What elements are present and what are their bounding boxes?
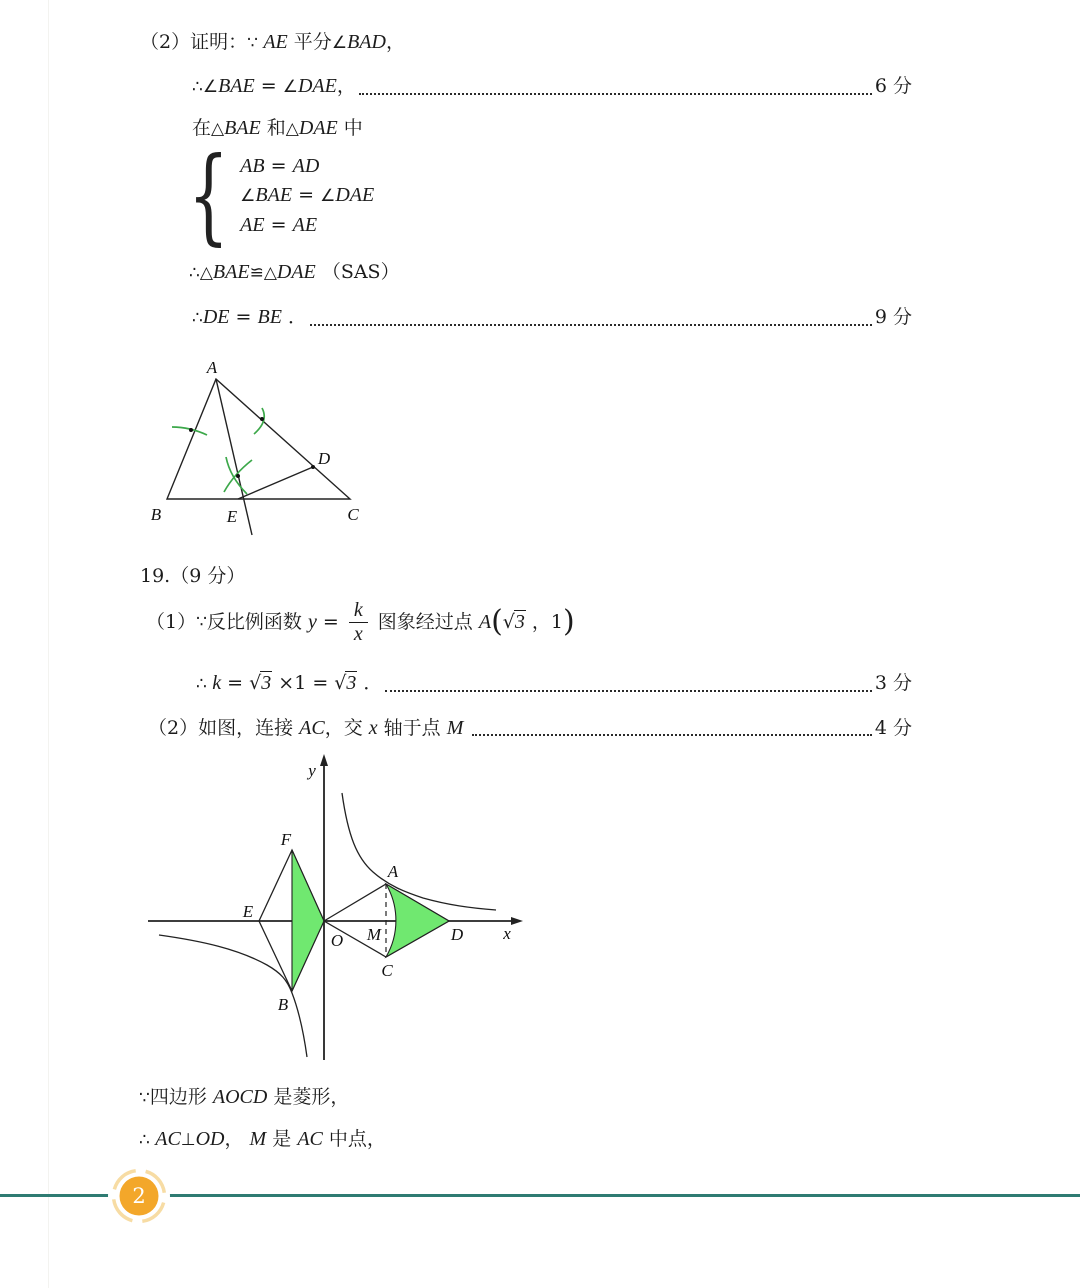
text-segment: DE (202, 306, 230, 328)
text-segment: BAE (218, 75, 255, 97)
label-c: C (381, 961, 393, 980)
text-segment: DAE (297, 75, 337, 97)
y-axis-arrow (320, 754, 328, 766)
text-segment: ( (491, 604, 503, 639)
text-segment: 反比例函数 (206, 611, 308, 633)
label-y-axis: y (308, 761, 316, 780)
arc-mark-dot (236, 474, 240, 478)
text-segment: BAE (255, 183, 293, 206)
dotted-leader (310, 324, 872, 326)
text-segment: ，1 (525, 611, 564, 633)
text-segment: = (264, 213, 293, 236)
text-segment: 19.（9 分） (140, 565, 246, 587)
text-segment: ×1 = (272, 672, 335, 694)
text-segment: ∠ (331, 33, 348, 53)
text-segment: = (264, 154, 293, 177)
arc-mark-dot (189, 428, 193, 432)
text-segment: = (316, 611, 345, 633)
text-segment: △ (263, 263, 277, 283)
text-segment: AC (297, 1128, 323, 1150)
proof-line-6 (192, 303, 912, 332)
proof-line-2-text (192, 72, 356, 101)
text-segment: AC (155, 1128, 181, 1150)
proof-line-1 (140, 28, 405, 57)
left-brace: { (188, 134, 230, 256)
text-segment: = (221, 672, 250, 694)
text-segment: M (446, 717, 464, 739)
label-a: A (387, 862, 399, 881)
text-segment: △ (211, 119, 225, 139)
label-b: B (277, 995, 289, 1014)
text-segment: AD (292, 154, 320, 177)
proof-line-5 (189, 258, 400, 287)
text-segment: 平分 (287, 31, 332, 53)
q19-line-3-text (148, 714, 469, 742)
x-axis-arrow (511, 917, 523, 925)
system-row-3 (240, 211, 374, 240)
arc-mark-dot (260, 417, 264, 421)
text-segment: 是 (266, 1128, 298, 1150)
text-segment: 轴于点 (377, 717, 447, 739)
label-c: C (347, 505, 359, 524)
label-o: O (330, 931, 344, 950)
text-segment: ∴ (196, 674, 213, 694)
text-segment: 和 (260, 117, 286, 139)
text-segment: ∠ (240, 185, 256, 206)
dotted-leader (359, 93, 872, 95)
equation-system (188, 134, 375, 256)
conclusion-line-1 (139, 1083, 349, 1112)
text-segment: x (368, 717, 378, 739)
text-segment: （1） (146, 611, 197, 633)
hyperbola-rhombus-figure (140, 752, 535, 1072)
score-9: 9 分 (874, 306, 912, 328)
fraction: $\frac{k}{x}$ (349, 599, 368, 646)
text-segment: = (292, 183, 321, 206)
text-segment: ≌ (249, 263, 264, 283)
text-segment: ∴ (139, 1130, 156, 1150)
text-segment: ， (336, 75, 356, 97)
text-segment: ， (385, 31, 405, 53)
text-segment: ∠ (320, 185, 336, 206)
text-segment: k (212, 672, 222, 694)
label-d: D (317, 449, 331, 468)
text-segment: △ (199, 263, 213, 283)
text-segment: ∴ (192, 308, 203, 328)
text-segment: M (249, 1128, 267, 1150)
sqrt-expression: √3 (502, 611, 525, 633)
label-a: A (206, 358, 218, 377)
page-number: 2 (132, 1184, 146, 1208)
sqrt-expression: √3 (334, 672, 357, 694)
label-e: E (242, 902, 254, 921)
page-number-badge (107, 1164, 171, 1228)
text-segment: 中点， (322, 1128, 386, 1150)
text-segment: 在 (192, 117, 212, 139)
text-segment: ) (563, 604, 575, 639)
text-segment: ∵ (196, 612, 207, 632)
proof-line-6-text (192, 303, 307, 332)
text-segment: ∵ (247, 33, 264, 53)
text-segment (463, 714, 469, 742)
triangle-construction-figure (140, 357, 380, 542)
text-segment: BE (257, 306, 282, 328)
text-segment: = (254, 75, 283, 97)
score-3: 3 分 (874, 672, 912, 694)
text-segment: DAE (276, 261, 316, 283)
shaded-triangle-fob (292, 850, 324, 991)
sqrt-expression: √3 (249, 672, 272, 694)
q19-line-1 (146, 596, 575, 648)
proof-line-2 (192, 72, 912, 101)
text-segment: DAE (335, 183, 375, 206)
label-m: M (366, 925, 382, 944)
text-segment: AB (240, 154, 265, 177)
text-segment: ． (357, 672, 383, 694)
text-segment: DAE (298, 117, 338, 139)
text-segment: 图象经过点 (371, 611, 479, 633)
text-segment: ⊥ (180, 1130, 196, 1150)
text-segment: （2）如图，连接 (148, 717, 300, 739)
text-segment: （SAS） (315, 261, 400, 283)
label-b: B (150, 505, 162, 524)
label-d: D (450, 925, 464, 944)
text-segment: 中 (337, 117, 363, 139)
text-segment: ∵ (139, 1088, 150, 1108)
text-segment: AC (299, 717, 325, 739)
triangle-abc (167, 379, 350, 499)
text-segment: BAD (347, 31, 386, 53)
text-segment: ． (281, 306, 307, 328)
q19-line-2 (196, 669, 912, 698)
text-segment: BAE (224, 117, 261, 139)
text-segment: AOCD (212, 1086, 268, 1108)
q19-header (140, 562, 245, 590)
text-segment: = (229, 306, 258, 328)
compass-arc-ac (254, 408, 264, 434)
text-segment: 四边形 (149, 1086, 213, 1108)
text-segment: （2）证明： (140, 31, 248, 53)
dotted-leader (472, 734, 871, 736)
label-f: F (280, 830, 292, 849)
text-segment: A (478, 611, 492, 633)
system-row-1 (240, 152, 374, 181)
text-segment: ∴ (192, 77, 203, 97)
text-segment: ，交 (324, 717, 369, 739)
text-segment: OD (195, 1128, 225, 1150)
text-segment: y (307, 611, 317, 633)
page-edge-line (48, 0, 49, 1288)
shaded-region-arc-d (386, 884, 449, 957)
hyperbola-branch-q1 (342, 793, 496, 910)
text-segment: ， (224, 1128, 250, 1150)
q19-line-2-text (196, 669, 382, 698)
system-row-2 (240, 181, 374, 211)
label-x-axis: x (503, 924, 511, 943)
text-segment: AE (240, 213, 265, 236)
score-4: 4 分 (874, 717, 912, 739)
text-segment: △ (285, 119, 299, 139)
text-segment: AE (263, 31, 288, 53)
score-6: 6 分 (874, 75, 912, 97)
dotted-leader (385, 690, 871, 692)
conclusion-line-2 (139, 1125, 386, 1154)
text-segment: BAE (212, 261, 250, 283)
text-segment: ∴ (189, 263, 200, 283)
label-e: E (226, 507, 238, 526)
segment-ed (238, 467, 313, 499)
text-segment: ∠ (202, 77, 219, 97)
text-segment: 是菱形， (267, 1086, 350, 1108)
text-segment: ∠ (282, 77, 298, 97)
point-d-dot (311, 465, 315, 469)
text-segment: AE (292, 213, 318, 236)
q19-line-3 (148, 714, 912, 742)
